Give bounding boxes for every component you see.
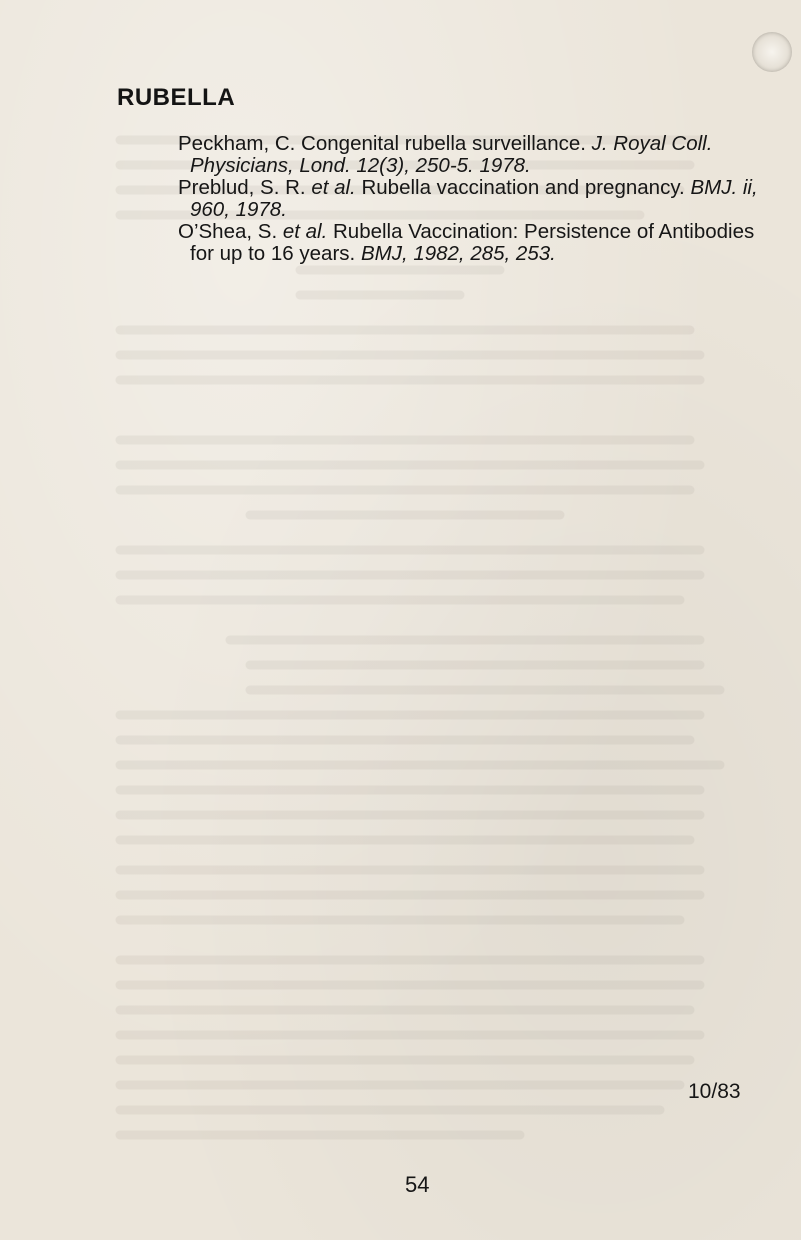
reference-title: Rubella Vaccination: Persistence of Antibodies for up to 16 years. — [190, 220, 755, 265]
reference-authors: Peckham, C. — [178, 132, 296, 155]
reference-journal: J. Royal Coll. Physicians, Lond. — [190, 132, 713, 177]
reference-journal: BMJ, 1982, 285, 253. — [360, 242, 556, 265]
reference-item — [178, 221, 778, 265]
reference-details: 12(3), 250-5. 1978. — [350, 154, 531, 177]
reference-title: Rubella vaccination and pregnancy. — [355, 176, 691, 199]
reference-item — [178, 133, 778, 177]
reference-authors: Preblud, S. R. — [178, 176, 312, 199]
document-code: 10/83 — [688, 1080, 741, 1103]
section-title: RUBELLA — [117, 84, 236, 111]
reference-authors: O’Shea, S. — [178, 220, 283, 243]
reference-item — [178, 177, 778, 221]
reference-etal: et al. — [282, 220, 328, 243]
page-number: 54 — [405, 1172, 430, 1197]
reference-title: Congenital rubella surveillance. — [295, 132, 592, 155]
punch-hole — [752, 32, 792, 72]
reference-list — [178, 133, 778, 265]
reference-journal: BMJ. ii, 960, 1978. — [190, 176, 758, 221]
reference-etal: et al. — [311, 176, 356, 199]
